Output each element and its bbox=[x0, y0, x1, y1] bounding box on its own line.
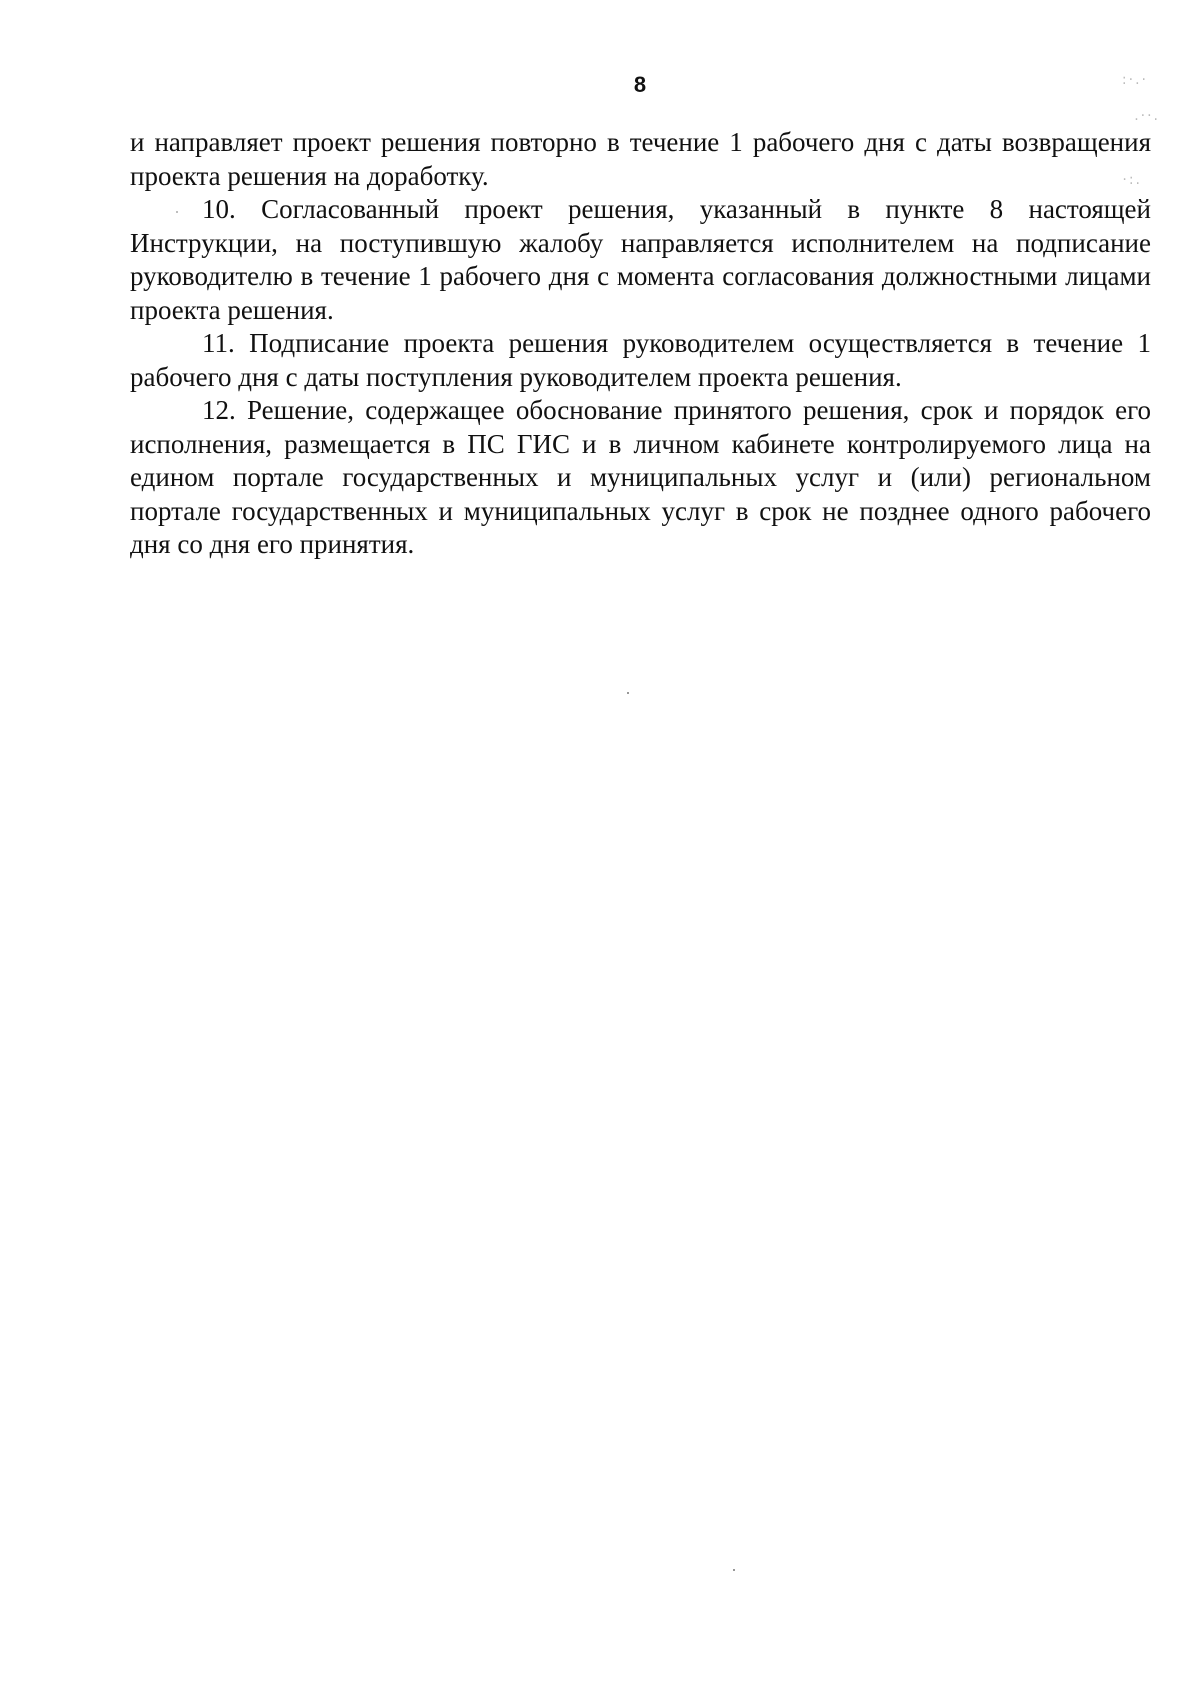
scan-noise-right-2: ·:. bbox=[1122, 172, 1142, 188]
scan-speck-1 bbox=[627, 692, 629, 694]
paragraph-11: 11. Подписание проекта решения руководителем осуществляется в течение 1 рабочего дня с даты поступления руководителем проекта решения. bbox=[130, 328, 1151, 392]
scan-speck-2 bbox=[733, 1569, 735, 1571]
paragraph-12: 12. Решение, содержащее обоснование принятого решения, срок и порядок его исполнения, размещается в ПС ГИС и в личном кабинете контролируемого лица на едином портале государственных и муниципальных услуг и (или) региональном портале государственных и муниципальных услуг в срок не позднее одного рабочего дня со дня его принятия. bbox=[130, 395, 1151, 559]
page-number: 8 bbox=[633, 72, 647, 97]
paragraph-continuation: и направляет проект решения повторно в течение 1 рабочего дня с даты возвращения проекта решения на доработку. bbox=[130, 127, 1151, 191]
scan-noise-right-1: .··. bbox=[1134, 108, 1160, 124]
document-body bbox=[130, 126, 1151, 562]
scan-noise-top-right: :·.· bbox=[1121, 72, 1148, 88]
paragraph-10: 10. Согласованный проект решения, указанный в пункте 8 настоящей Инструкции, на поступившую жалобу направляется исполнителем на подписание руководителю в течение 1 рабочего дня с момента согласования должностными лицами проекта решения. bbox=[130, 194, 1151, 325]
scan-speck-3 bbox=[176, 211, 178, 213]
